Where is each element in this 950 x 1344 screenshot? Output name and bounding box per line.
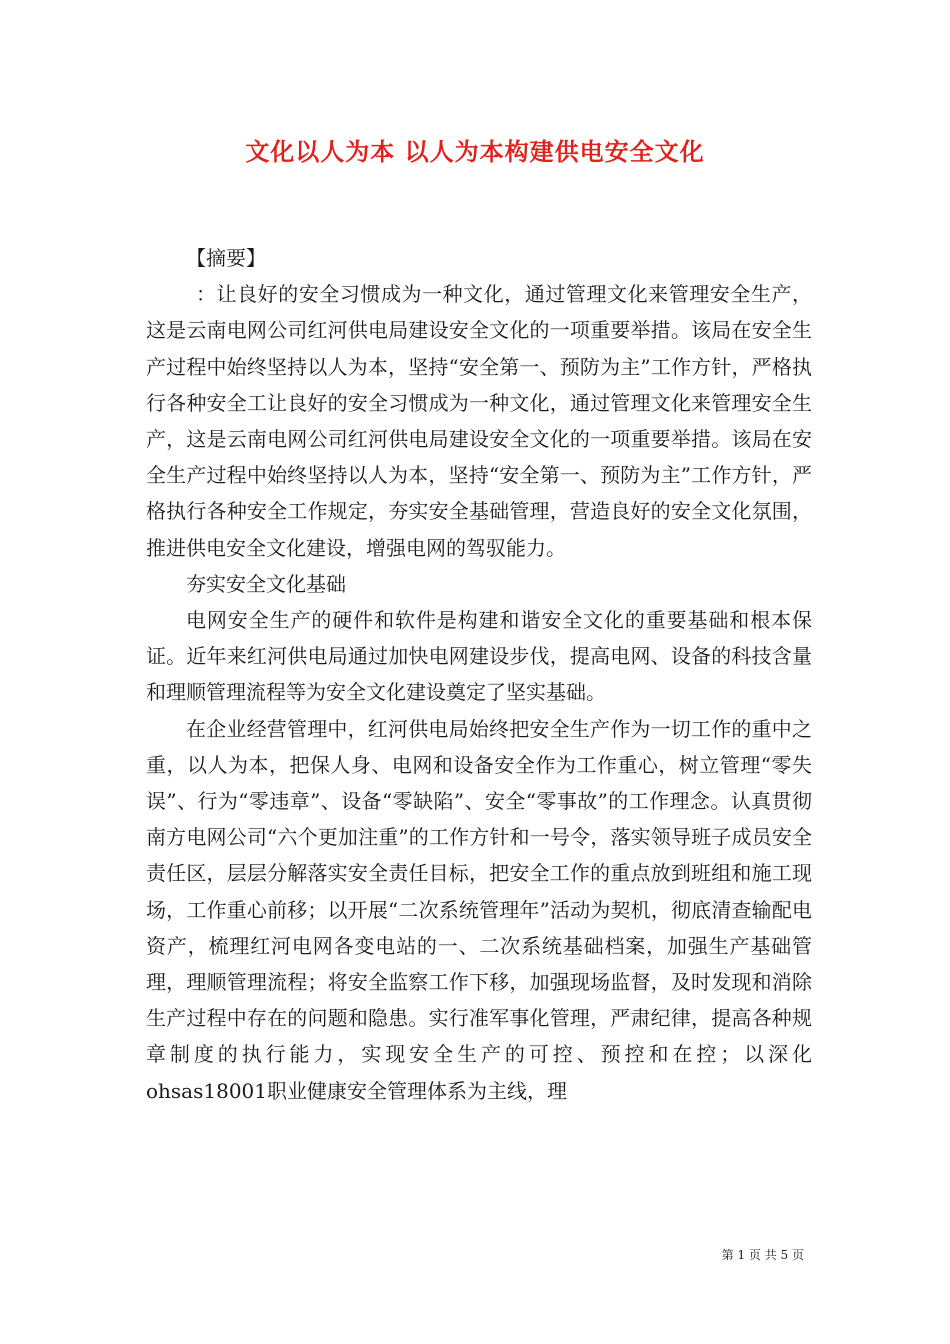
document-body [146, 240, 812, 1109]
abstract-heading: 【摘要】 [186, 246, 266, 270]
paragraph: 在企业经营管理中，红河供电局始终把安全生产作为一切工作的重中之重，以人为本，把保人身、电网和设备安全作为工作重心，树立管理“零失误”、行为“零违章”、设备“零缺陷”、安全“零事故”的工作理念。认真贯彻南方电网公司“六个更加注重”的工作方针和一号令，落实领导班子成员安全责任区，层层分解落实安全责任目标，把安全工作的重点放到班组和施工现场，工作重心前移；以开展“二次系统管理年”活动为契机，彻底清查输配电资产，梳理红河电网各变电站的一、二次系统基础档案，加强生产基础管理，理顺管理流程；将安全监察工作下移，加强现场监督，及时发现和消除生产过程中存在的问题和隐患。实行准军事化管理，严肃纪律，提高各种规章制度的执行能力，实现安全生产的可控、预控和在控；以深化ohsas18001职业健康安全管理体系为主线，理 [146, 716, 812, 1103]
paragraph: 电网安全生产的硬件和软件是构建和谐安全文化的重要基础和根本保证。近年来红河供电局通过加快电网建设步伐，提高电网、设备的科技含量和理顺管理流程等为安全文化建设奠定了坚实基础。 [146, 608, 812, 705]
document-title: 文化以人为本 以人为本构建供电安全文化 [245, 137, 705, 166]
page-number: 第 1 页 共 5 页 [721, 1248, 804, 1262]
paragraph-abstract: ：让良好的安全习惯成为一种文化，通过管理文化来管理安全生产，这是云南电网公司红河供电局建设安全文化的一项重要举措。该局在安全生产过程中始终坚持以人为本，坚持“安全第一、预防为主”工作方针，严格执行各种安全工让良好的安全习惯成为一种文化，通过管理文化来管理安全生产，这是云南电网公司红河供电局建设安全文化的一项重要举措。该局在安全生产过程中始终坚持以人为本，坚持“安全第一、预防为主”工作方针，严格执行各种安全工作规定，夯实安全基础管理，营造良好的安全文化氛围，推进供电安全文化建设，增强电网的驾驭能力。 [146, 282, 812, 560]
section-heading: 夯实安全文化基础 [186, 571, 346, 596]
